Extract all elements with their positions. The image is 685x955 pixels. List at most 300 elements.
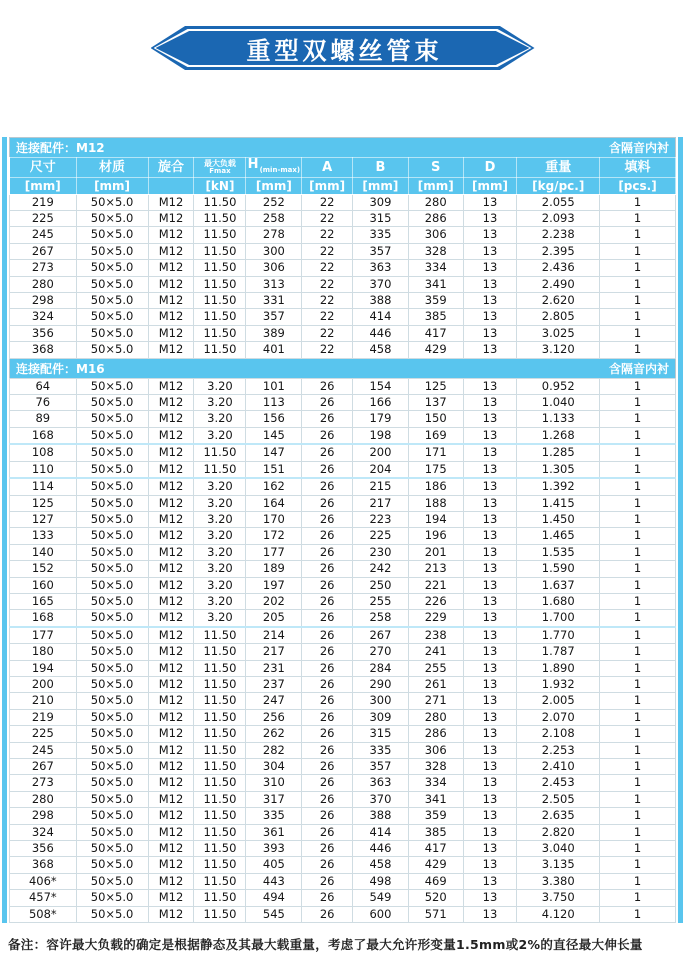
table-cell: 357	[352, 759, 408, 775]
table-row	[10, 544, 676, 560]
table-cell: 213	[408, 561, 463, 577]
table-cell: 22	[302, 293, 353, 309]
table-cell: 1	[600, 791, 676, 807]
table-cell: M12	[148, 528, 194, 544]
table-cell: 1.465	[517, 528, 600, 544]
table-cell: 2.505	[517, 791, 600, 807]
table-cell: M12	[148, 742, 194, 758]
table-cell: 273	[10, 260, 77, 276]
table-cell: 168	[10, 427, 77, 444]
band-right-label: 含隔音内衬	[608, 141, 669, 155]
table-cell: 1	[600, 478, 676, 495]
table-cell: 50×5.0	[76, 227, 148, 243]
table-cell: 11.50	[194, 461, 246, 478]
table-cell: 13	[463, 610, 517, 627]
table-cell: M12	[148, 610, 194, 627]
table-cell: 50×5.0	[76, 759, 148, 775]
table-cell: 194	[10, 660, 77, 676]
table-cell: M12	[148, 544, 194, 560]
table-cell: 245	[10, 742, 77, 758]
table-cell: M12	[148, 906, 194, 922]
table-cell: 13	[463, 511, 517, 527]
table-cell: 26	[302, 593, 353, 609]
table-cell: 242	[352, 561, 408, 577]
table-cell: 3.20	[194, 593, 246, 609]
table-cell: 2.620	[517, 293, 600, 309]
table-cell: 11.50	[194, 444, 246, 461]
table-cell: M12	[148, 260, 194, 276]
table-cell: 168	[10, 610, 77, 627]
table-cell: 241	[408, 644, 463, 660]
table-cell: 417	[408, 841, 463, 857]
table-cell: 177	[10, 627, 77, 644]
table-cell: 26	[302, 775, 353, 791]
table-cell: 2.070	[517, 709, 600, 725]
band-left-label: 连接配件：M12	[16, 141, 105, 155]
table-cell: 22	[302, 260, 353, 276]
table-cell: 13	[463, 194, 517, 210]
table-cell: 76	[10, 395, 77, 411]
table-cell: 1	[600, 528, 676, 544]
table-cell: 50×5.0	[76, 528, 148, 544]
table-cell: 363	[352, 260, 408, 276]
table-cell: 1	[600, 260, 676, 276]
table-cell: 198	[352, 427, 408, 444]
unit-header: [mm]	[246, 177, 302, 194]
table-cell: 11.50	[194, 857, 246, 873]
table-cell: 1	[600, 808, 676, 824]
table-cell: 401	[246, 342, 302, 358]
table-cell: 335	[352, 227, 408, 243]
table-cell: 13	[463, 293, 517, 309]
table-cell: 3.20	[194, 378, 246, 394]
table-cell: 1	[600, 890, 676, 906]
table-row	[10, 693, 676, 709]
table-cell: 114	[10, 478, 77, 495]
table-cell: 270	[352, 644, 408, 660]
table-cell: 50×5.0	[76, 211, 148, 227]
table-cell: M12	[148, 627, 194, 644]
table-cell: 1	[600, 342, 676, 358]
table-cell: 11.50	[194, 890, 246, 906]
table-cell: M12	[148, 461, 194, 478]
table-cell: 13	[463, 243, 517, 259]
table-cell: 494	[246, 890, 302, 906]
table-cell: 13	[463, 841, 517, 857]
table-cell: 11.50	[194, 693, 246, 709]
table-cell: 64	[10, 378, 77, 394]
table-cell: M12	[148, 660, 194, 676]
table-cell: 300	[246, 243, 302, 259]
table-cell: 50×5.0	[76, 444, 148, 461]
table-cell: 50×5.0	[76, 260, 148, 276]
table-cell: 133	[10, 528, 77, 544]
table-cell: 429	[408, 342, 463, 358]
column-header: $H_{(min-max)}$	[246, 158, 302, 178]
table-cell: 110	[10, 461, 77, 478]
table-cell: 1	[600, 676, 676, 692]
unit-header: [mm]	[408, 177, 463, 194]
table-cell: 341	[408, 276, 463, 292]
table-cell: 2.238	[517, 227, 600, 243]
table-cell: 205	[246, 610, 302, 627]
table-cell: 571	[408, 906, 463, 922]
table-cell: 271	[408, 693, 463, 709]
table-cell: 101	[246, 378, 302, 394]
table-cell: 13	[463, 276, 517, 292]
table-cell: 26	[302, 726, 353, 742]
table-cell: 370	[352, 276, 408, 292]
table-cell: 1	[600, 511, 676, 527]
table-cell: 210	[10, 693, 77, 709]
table-cell: 1.890	[517, 660, 600, 676]
band-right-label: 含隔音内衬	[608, 361, 669, 376]
table-cell: 225	[10, 726, 77, 742]
table-row	[10, 644, 676, 660]
table-cell: 180	[10, 644, 77, 660]
table-cell: 22	[302, 211, 353, 227]
table-cell: 225	[10, 211, 77, 227]
table-cell: 1	[600, 742, 676, 758]
table-cell: 393	[246, 841, 302, 857]
table-cell: 13	[463, 495, 517, 511]
table-cell: 331	[246, 293, 302, 309]
table-cell: 335	[246, 808, 302, 824]
table-cell: 13	[463, 342, 517, 358]
table-cell: 179	[352, 411, 408, 427]
table-cell: 498	[352, 873, 408, 889]
table-row	[10, 791, 676, 807]
table-row	[10, 309, 676, 325]
table-cell: 238	[408, 627, 463, 644]
table-cell: 13	[463, 528, 517, 544]
table-cell: 1	[600, 577, 676, 593]
table-cell: 50×5.0	[76, 841, 148, 857]
table-cell: 309	[352, 709, 408, 725]
table-row	[10, 577, 676, 593]
table-cell: M12	[148, 243, 194, 259]
table-cell: 317	[246, 791, 302, 807]
table-cell: 1	[600, 593, 676, 609]
unit-header	[148, 177, 194, 194]
table-cell: M12	[148, 276, 194, 292]
table-row	[10, 395, 676, 411]
table-cell: 13	[463, 627, 517, 644]
table-cell: 150	[408, 411, 463, 427]
table-cell: M12	[148, 808, 194, 824]
column-header: 重量	[517, 158, 600, 178]
table-cell: 22	[302, 342, 353, 358]
table-cell: 549	[352, 890, 408, 906]
table-cell: M12	[148, 427, 194, 444]
table-cell: 2.253	[517, 742, 600, 758]
table-cell: 385	[408, 824, 463, 840]
table-cell: 22	[302, 309, 353, 325]
table-cell: 26	[302, 660, 353, 676]
table-cell: 175	[408, 461, 463, 478]
table-cell: 13	[463, 227, 517, 243]
page-title: 重型双螺丝管束	[246, 36, 443, 65]
column-header: 最大负载 Fmax	[194, 158, 246, 178]
table-cell: M12	[148, 644, 194, 660]
table-cell: 201	[408, 544, 463, 560]
table-cell: 26	[302, 528, 353, 544]
table-cell: 1	[600, 644, 676, 660]
table-cell: 361	[246, 824, 302, 840]
table-cell: 11.50	[194, 660, 246, 676]
table-cell: 255	[352, 593, 408, 609]
table-cell: 200	[352, 444, 408, 461]
table-cell: 26	[302, 824, 353, 840]
column-header: 填料	[600, 158, 676, 178]
table-cell: 50×5.0	[76, 427, 148, 444]
table-cell: 245	[10, 227, 77, 243]
table-cell: 50×5.0	[76, 660, 148, 676]
table-cell: 1.535	[517, 544, 600, 560]
table-cell: 237	[246, 676, 302, 692]
table-cell: 304	[246, 759, 302, 775]
table-cell: 50×5.0	[76, 561, 148, 577]
table-cell: 508*	[10, 906, 77, 922]
table-cell: 13	[463, 544, 517, 560]
table-cell: 2.820	[517, 824, 600, 840]
table-cell: 298	[10, 808, 77, 824]
spec-table-wrap	[2, 137, 683, 923]
table-cell: M12	[148, 194, 194, 210]
table-cell: 2.108	[517, 726, 600, 742]
table-cell: 3.20	[194, 395, 246, 411]
table-row	[10, 775, 676, 791]
table-cell: 3.380	[517, 873, 600, 889]
table-cell: 1	[600, 395, 676, 411]
spec-table	[9, 137, 676, 923]
band-left-label: 连接配件：M16	[16, 361, 105, 376]
table-cell: 280	[10, 791, 77, 807]
table-cell: 334	[408, 260, 463, 276]
table-cell: 4.120	[517, 906, 600, 922]
table-row	[10, 342, 676, 358]
table-cell: 280	[408, 194, 463, 210]
table-cell: 363	[352, 775, 408, 791]
table-cell: 140	[10, 544, 77, 560]
table-cell: 0.952	[517, 378, 600, 394]
table-cell: 125	[408, 378, 463, 394]
table-cell: 356	[10, 325, 77, 341]
table-cell: 194	[408, 511, 463, 527]
table-cell: 273	[10, 775, 77, 791]
table-cell: 13	[463, 676, 517, 692]
table-cell: 13	[463, 644, 517, 660]
table-row	[10, 378, 676, 394]
table-cell: M12	[148, 293, 194, 309]
table-cell: 3.20	[194, 478, 246, 495]
table-row	[10, 561, 676, 577]
table-cell: 50×5.0	[76, 857, 148, 873]
table-cell: 11.50	[194, 824, 246, 840]
table-row	[10, 906, 676, 922]
table-cell: 231	[246, 660, 302, 676]
table-cell: 50×5.0	[76, 243, 148, 259]
table-cell: 1.680	[517, 593, 600, 609]
table-cell: 1	[600, 276, 676, 292]
table-cell: 26	[302, 610, 353, 627]
table-cell: 11.50	[194, 627, 246, 644]
table-cell: 50×5.0	[76, 378, 148, 394]
table-cell: 137	[408, 395, 463, 411]
table-row	[10, 243, 676, 259]
table-cell: 388	[352, 808, 408, 824]
table-cell: 11.50	[194, 709, 246, 725]
table-cell: 13	[463, 395, 517, 411]
column-header: D	[463, 158, 517, 178]
unit-header: [mm]	[352, 177, 408, 194]
column-header: A	[302, 158, 353, 178]
table-row	[10, 528, 676, 544]
table-cell: 22	[302, 227, 353, 243]
table-cell: 3.750	[517, 890, 600, 906]
table-cell: 1	[600, 444, 676, 461]
table-cell: 26	[302, 742, 353, 758]
table-cell: 13	[463, 726, 517, 742]
table-cell: 250	[352, 577, 408, 593]
table-row	[10, 759, 676, 775]
table-cell: 13	[463, 444, 517, 461]
table-cell: 50×5.0	[76, 726, 148, 742]
table-cell: 11.50	[194, 325, 246, 341]
table-cell: 2.005	[517, 693, 600, 709]
table-cell: 417	[408, 325, 463, 341]
table-cell: M12	[148, 841, 194, 857]
table-cell: 50×5.0	[76, 890, 148, 906]
table-cell: 286	[408, 726, 463, 742]
table-cell: 1	[600, 411, 676, 427]
table-cell: 1	[600, 824, 676, 840]
table-cell: 280	[408, 709, 463, 725]
table-cell: 125	[10, 495, 77, 511]
table-row	[10, 610, 676, 627]
table-cell: 26	[302, 857, 353, 873]
table-cell: 11.50	[194, 644, 246, 660]
table-cell: 226	[408, 593, 463, 609]
table-row	[10, 478, 676, 495]
table-cell: 261	[408, 676, 463, 692]
table-cell: 11.50	[194, 906, 246, 922]
table-cell: 405	[246, 857, 302, 873]
table-cell: 151	[246, 461, 302, 478]
table-cell: 50×5.0	[76, 742, 148, 758]
table-cell: 172	[246, 528, 302, 544]
table-cell: 50×5.0	[76, 693, 148, 709]
table-cell: 388	[352, 293, 408, 309]
table-cell: 1	[600, 726, 676, 742]
table-cell: 50×5.0	[76, 610, 148, 627]
table-row	[10, 742, 676, 758]
table-cell: 13	[463, 427, 517, 444]
table-cell: 170	[246, 511, 302, 527]
table-cell: 2.490	[517, 276, 600, 292]
table-cell: 2.410	[517, 759, 600, 775]
table-cell: 13	[463, 309, 517, 325]
table-cell: 286	[408, 211, 463, 227]
table-cell: 188	[408, 495, 463, 511]
table-cell: 11.50	[194, 676, 246, 692]
table-cell: 219	[10, 194, 77, 210]
table-row	[10, 627, 676, 644]
table-cell: 334	[408, 775, 463, 791]
table-cell: 154	[352, 378, 408, 394]
table-cell: 406*	[10, 873, 77, 889]
section-band	[10, 358, 676, 378]
table-row	[10, 593, 676, 609]
table-cell: 13	[463, 211, 517, 227]
table-row	[10, 841, 676, 857]
table-cell: 145	[246, 427, 302, 444]
table-cell: M12	[148, 325, 194, 341]
table-cell: 284	[352, 660, 408, 676]
table-cell: 520	[408, 890, 463, 906]
table-cell: 1	[600, 211, 676, 227]
table-cell: 1	[600, 309, 676, 325]
table-cell: 26	[302, 461, 353, 478]
table-cell: 469	[408, 873, 463, 889]
table-cell: 1.392	[517, 478, 600, 495]
page	[0, 26, 685, 955]
table-cell: M12	[148, 395, 194, 411]
table-cell: 446	[352, 841, 408, 857]
table-cell: 1.787	[517, 644, 600, 660]
table-cell: 11.50	[194, 194, 246, 210]
table-cell: 50×5.0	[76, 511, 148, 527]
table-cell: M12	[148, 693, 194, 709]
table-cell: 357	[352, 243, 408, 259]
table-cell: 256	[246, 709, 302, 725]
table-cell: 298	[10, 293, 77, 309]
title-banner	[151, 26, 535, 70]
table-cell: 13	[463, 561, 517, 577]
table-row	[10, 211, 676, 227]
table-cell: 50×5.0	[76, 461, 148, 478]
table-cell: 1	[600, 293, 676, 309]
table-cell: 13	[463, 906, 517, 922]
table-cell: 324	[10, 824, 77, 840]
table-cell: 50×5.0	[76, 644, 148, 660]
unit-header: [mm]	[463, 177, 517, 194]
table-cell: 147	[246, 444, 302, 461]
table-cell: M12	[148, 211, 194, 227]
table-cell: 13	[463, 325, 517, 341]
table-cell: 26	[302, 627, 353, 644]
table-cell: 370	[352, 791, 408, 807]
table-row	[10, 427, 676, 444]
table-cell: 26	[302, 495, 353, 511]
table-cell: 50×5.0	[76, 395, 148, 411]
table-cell: 11.50	[194, 260, 246, 276]
table-row	[10, 227, 676, 243]
table-cell: 356	[10, 841, 77, 857]
table-cell: 368	[10, 857, 77, 873]
table-cell: 26	[302, 693, 353, 709]
table-cell: 50×5.0	[76, 709, 148, 725]
table-row	[10, 461, 676, 478]
table-row	[10, 824, 676, 840]
table-cell: 341	[408, 791, 463, 807]
table-cell: 26	[302, 890, 353, 906]
table-cell: 171	[408, 444, 463, 461]
table-cell: M12	[148, 227, 194, 243]
table-row	[10, 444, 676, 461]
table-cell: 306	[408, 742, 463, 758]
table-cell: M12	[148, 857, 194, 873]
